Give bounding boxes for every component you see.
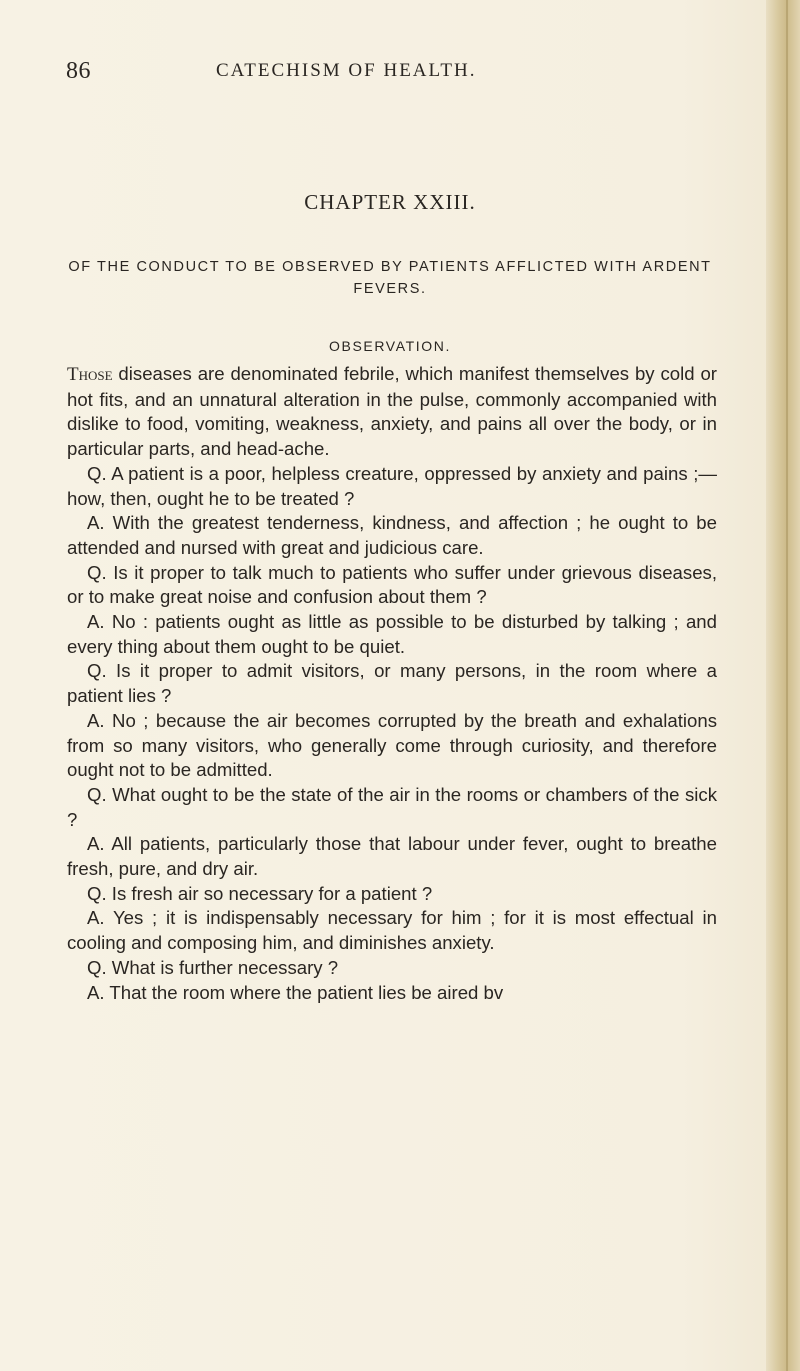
- qa-paragraph: Q. Is it proper to talk much to patients who suffer under grievous diseases, or to make great noise and confusion about them ?: [67, 561, 717, 608]
- qa-paragraph: A. All patients, particularly those that labour under fever, ought to breathe fresh, pure, and dry air.: [67, 833, 717, 880]
- qa-paragraph: A. That the room where the patient lies be aired bv: [87, 981, 504, 1003]
- qa-paragraph: Q. A patient is a poor, helpless creature, oppressed by anxiety and pains ;—how, then, ought he to be treated ?: [67, 462, 717, 509]
- lead-word: Those: [67, 364, 113, 385]
- chapter-subtitle: OF THE CONDUCT TO BE OBSERVED BY PATIENTS AFFLICTED WITH ARDENT FEVERS.: [68, 259, 712, 297]
- section-heading: OBSERVATION.: [329, 338, 451, 354]
- qa-paragraph: Q. Is fresh air so necessary for a patient ?: [87, 882, 433, 904]
- qa-paragraph: Q. What ought to be the state of the air in the rooms or chambers of the sick ?: [67, 783, 717, 830]
- chapter-title: CHAPTER XXIII.: [304, 190, 476, 214]
- spine-shadow-line: [786, 0, 788, 1371]
- observation-text: diseases are denominated febrile, which manifest themselves by cold or hot fits, and an unnatural alteration in the pulse, commonly accompanied with dislike to food, vomiting, weakness, anxiety, and pains all over the body, or in particular parts, and head-ache.: [67, 363, 717, 460]
- running-title: CATECHISM OF HEALTH.: [216, 60, 477, 81]
- observation-paragraph: [67, 362, 717, 462]
- qa-paragraph: A. Yes ; it is indispensably necessary for him ; for it is most effectual in cooling and composing him, and diminishes anxiety.: [67, 907, 717, 954]
- qa-paragraph: Q. Is it proper to admit visitors, or many persons, in the room where a patient lies ?: [67, 660, 717, 707]
- running-header: [0, 58, 780, 88]
- page-number: 86: [66, 58, 91, 84]
- qa-paragraph: A. No ; because the air becomes corrupted by the breath and exhalations from so many visitors, who generally come through curiosity, and therefore ought not to be admitted.: [67, 709, 717, 781]
- qa-paragraph: A. With the greatest tenderness, kindness, and affection ; he ought to be attended and nursed with great and judicious care.: [67, 512, 717, 558]
- qa-paragraph: Q. What is further necessary ?: [87, 956, 339, 978]
- qa-paragraph: A. No : patients ought as little as possible to be disturbed by talking ; and every thing about them ought to be quiet.: [67, 611, 717, 657]
- body-text: [67, 362, 717, 1005]
